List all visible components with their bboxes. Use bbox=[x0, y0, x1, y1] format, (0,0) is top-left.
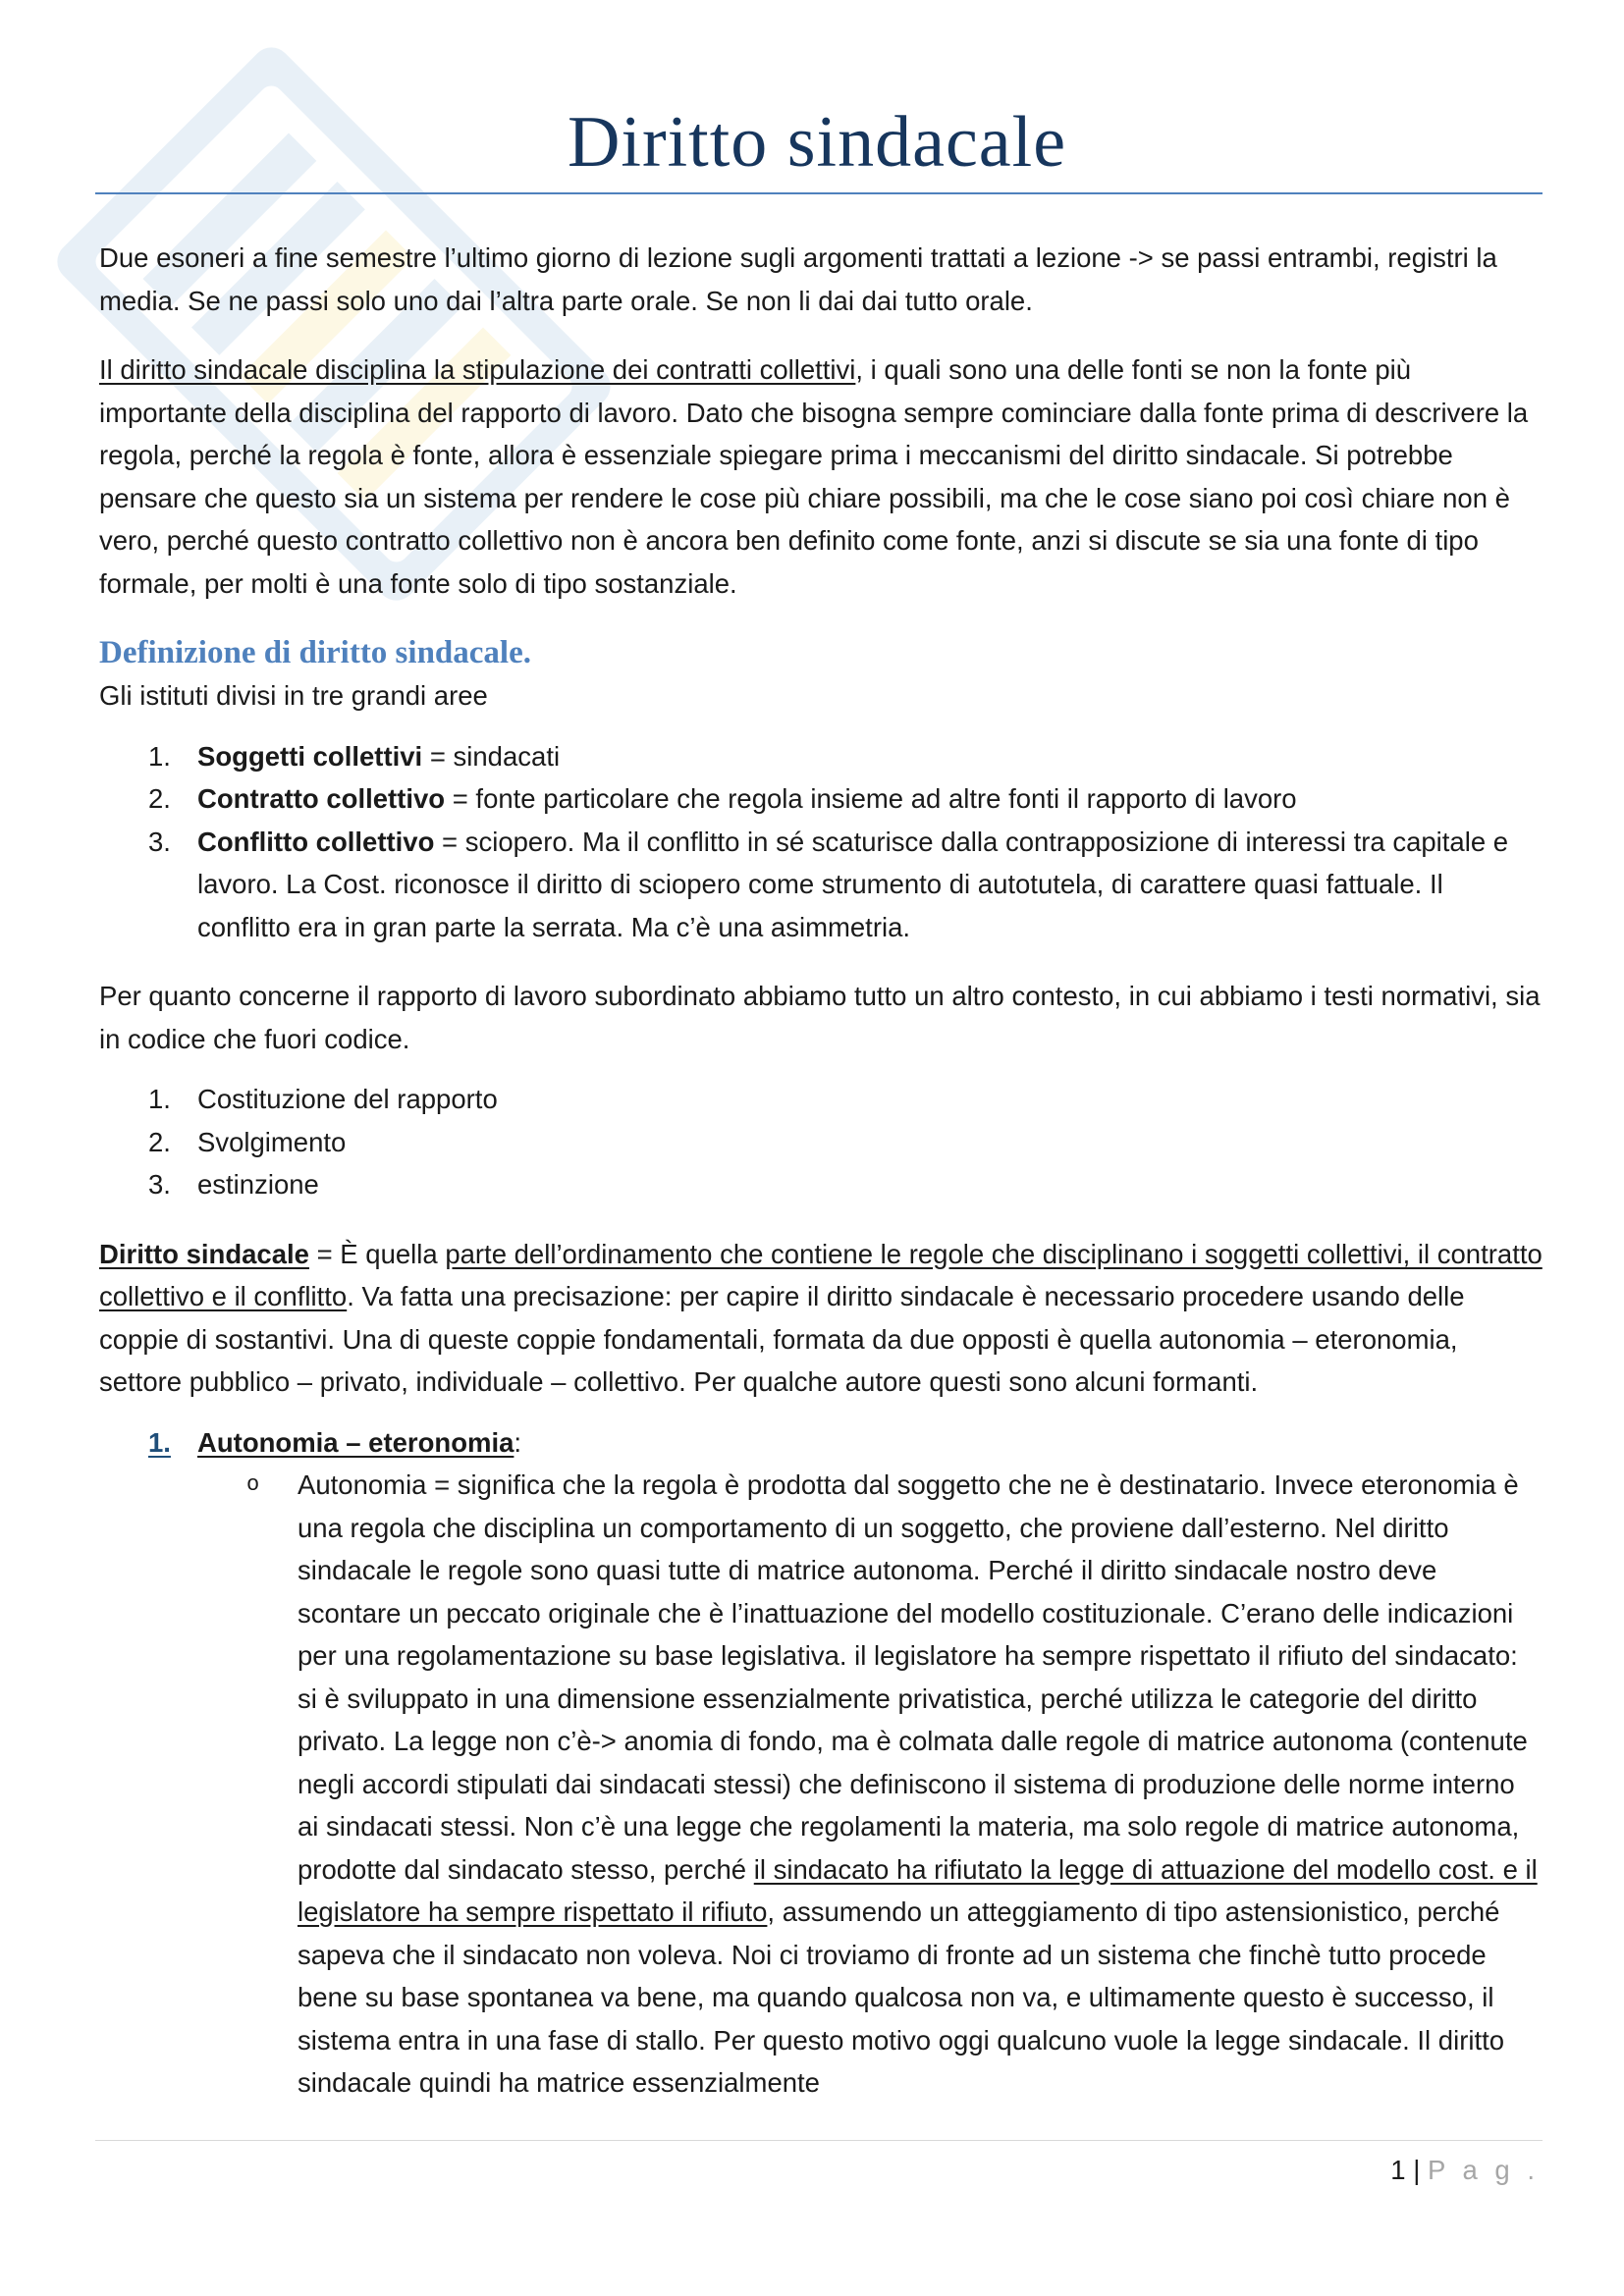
paragraph-subordinate-work: Per quanto concerne il rapporto di lavoro subordinato abbiamo tutto un altro contesto, in cui abbiamo i testi normativi, sia in codice che fuori codice. bbox=[99, 981, 1541, 1054]
list-term: Autonomia – eteronomia bbox=[197, 1426, 514, 1458]
list-number: 1. bbox=[148, 1426, 171, 1458]
list-desc: = sindacati bbox=[422, 740, 561, 772]
list-text: estinzione bbox=[197, 1169, 319, 1200]
list-number: 3. bbox=[148, 1169, 171, 1200]
sub-text: Autonomia = significa che la regola è prodotta dal soggetto che ne è destinatario. Invece eteronomia è una regola che disciplina un comportamento di un soggetto, che proviene dall’esterno. Nel diritto sindacale le regole sono quasi tutte di matrice autonoma. Perché il diritto sindacale nostro deve scontare un peccato originale che è l’inattuazione del modello costituzionale. C’erano delle indicazioni per una regolamentazione su base legislativa. il legislatore ha sempre rispettato il rifiuto del sindacato: si è sviluppato in una dimensione essenzialmente privatistica, perché utilizza le categorie del diritto privato. La legge non c’è-> anomia di fondo, ma è colmata dalle regole di matrice autonoma (contenute negli accordi stipulati dai sindacati stessi) che definiscono il sistema di produzione delle norme interno ai sindacati stessi. Non c’è una legge che regolamenti la materia, ma solo regole di matrice autonoma, prodotte dal sindacato stesso, perché bbox=[298, 1469, 1528, 1885]
page-footer bbox=[1390, 2153, 1540, 2188]
pairs-list bbox=[99, 1421, 1543, 1465]
phases-list bbox=[99, 1078, 1543, 1206]
list-text: Costituzione del rapporto bbox=[197, 1084, 498, 1114]
paragraph-intro bbox=[99, 348, 1543, 605]
list-number: 1. bbox=[148, 740, 171, 772]
list-desc: = fonte particolare che regola insieme ad altre fonti il rapporto di lavoro bbox=[445, 783, 1297, 814]
footer-divider bbox=[95, 2140, 1543, 2141]
list-number: 3. bbox=[148, 826, 171, 857]
list-number: 2. bbox=[148, 783, 171, 814]
list-desc: = sciopero. Ma il conflitto in sé scaturisce dalla contrapposizione di interessi tra capitale e lavoro. La Cost. riconosce il diritto di sciopero come strumento di autotutela, di carattere quasi fattuale. Il conflitto era in gran parte la serrata. Ma c’è una asimmetria. bbox=[197, 826, 1509, 942]
list-term: Contratto collettivo bbox=[197, 783, 446, 814]
definition-underlined: parte dell’ordinamento che contiene le regole che disciplinano i soggetti collettivi, il contratto collettivo e il conflitto bbox=[99, 1238, 1543, 1311]
list-colon: : bbox=[514, 1426, 522, 1458]
section-heading: Definizione di diritto sindacale. bbox=[99, 635, 531, 670]
paragraph-areas-intro: Gli istituti divisi in tre grandi aree bbox=[99, 680, 488, 711]
page-number: 1 bbox=[1390, 2155, 1406, 2185]
list-term: Conflitto collettivo bbox=[197, 826, 435, 857]
definition-term: Diritto sindacale bbox=[99, 1238, 309, 1269]
list-text: Svolgimento bbox=[197, 1126, 347, 1157]
list-term: Soggetti collettivi bbox=[197, 740, 423, 772]
sub-list-item bbox=[99, 1464, 1543, 2105]
underlined-phrase: Il diritto sindacale disciplina la stipulazione dei contratti collettivi bbox=[99, 354, 856, 385]
list-item bbox=[99, 1163, 1543, 1206]
document-body bbox=[99, 237, 1543, 2105]
list-number: 2. bbox=[148, 1126, 171, 1157]
sub-text-after: , assumendo un atteggiamento di tipo astensionistico, perché sapeva che il sindacato non voleva. Noi ci troviamo di fronte ad un sistema che finchè tutto procede bene su base spontanea va bene, ma quando qualcosa non va, e ultimamente questo è successo, il sistema entra in una fase di stallo. Per questo motivo oggi qualcuno vuole la legge sindacale. Il diritto sindacale quindi ha matrice essenzialmente bbox=[298, 1896, 1505, 2098]
definition-eq: = È quella bbox=[308, 1238, 446, 1269]
paragraph-exams: Due esoneri a fine semestre l’ultimo giorno di lezione sugli argomenti trattati a lezione -> se passi entrambi, registri la media. Se ne passi solo uno dai l’altra parte orale. Se non li dai dai tutto orale. bbox=[99, 242, 1497, 316]
list-item bbox=[99, 1078, 1543, 1121]
paragraph-text: , i quali sono una delle fonti se non la fonte più importante della disciplina del rapporto di lavoro. Dato che bisogna sempre cominciare dalla fonte prima di descrivere la regola, perché la regola è fonte, allora è essenziale spiegare prima i meccanismi del diritto sindacale. Si potrebbe pensare che questo sia un sistema per rendere le cose più chiare possibili, ma che le cose siano poi così chiare non è vero, perché questo contratto collettivo non è ancora ben definito come fonte, anzi si discute se sia una fonte di tipo formale, per molti è una fonte solo di tipo sostanziale. bbox=[99, 354, 1529, 599]
bullet-circle-icon: o bbox=[246, 1472, 260, 1497]
page-label: P a g . bbox=[1428, 2155, 1540, 2185]
list-item bbox=[99, 1121, 1543, 1164]
list-item bbox=[99, 735, 1543, 778]
page-separator: | bbox=[1405, 2155, 1428, 2185]
title-underline bbox=[95, 192, 1543, 194]
list-item bbox=[99, 821, 1543, 949]
list-item bbox=[99, 777, 1543, 821]
list-number: 1. bbox=[148, 1084, 171, 1114]
document-title: Diritto sindacale bbox=[567, 102, 1067, 183]
areas-list bbox=[99, 735, 1543, 949]
paragraph-definition bbox=[99, 1233, 1543, 1404]
sub-underlined: il sindacato ha rifiutato la legge di attuazione del modello cost. e il legislatore ha sempre rispettato il rifiuto bbox=[298, 1853, 1538, 1927]
list-item bbox=[99, 1421, 1543, 1465]
definition-rest: . Va fatta una precisazione: per capire il diritto sindacale è necessario procedere usando delle coppie di sostantivi. Una di queste coppie fondamentali, formata da due opposti è quella autonomia – eteronomia, settore pubblico – privato, individuale – collettivo. Per qualche autore questi sono alcuni formanti. bbox=[99, 1281, 1465, 1397]
